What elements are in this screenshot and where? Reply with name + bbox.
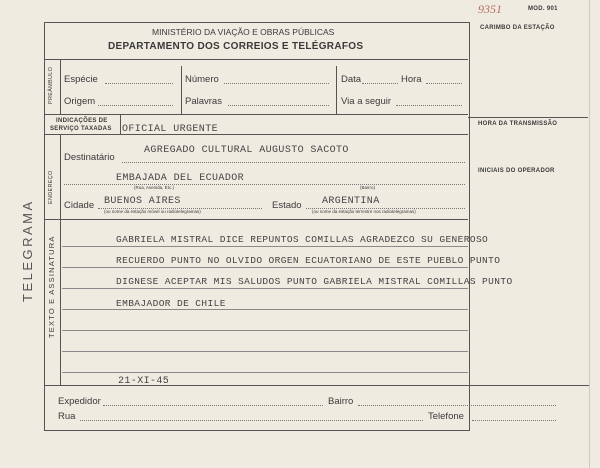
- message-line-2: RECUERDO PUNTO NO OLVIDO ORGEN ECUATORIANO DE ESTE PUEBLO PUNTO: [116, 255, 501, 266]
- text-rule-6: [62, 351, 468, 352]
- destinatario-label: Destinatário: [64, 152, 115, 163]
- message-line-4: EMBAJADOR DE CHILE: [116, 298, 226, 309]
- operator-initials-label: INICIAIS DO OPERADOR: [478, 168, 555, 174]
- telefone-label: Telefone: [428, 411, 464, 422]
- preamble-bottom-rule: [44, 114, 468, 115]
- text-section-label: TEXTO E ASSINATURA: [47, 235, 56, 338]
- model-number: MOD. 901: [528, 6, 558, 12]
- expedidor-field[interactable]: [103, 405, 323, 406]
- rua-label: Rua: [58, 411, 76, 422]
- department-title: DEPARTAMENTO DOS CORREIOS E TELÉGRAFOS: [108, 41, 364, 52]
- message-line-3: DIGNESE ACEPTAR MIS SALUDOS PUNTO GABRIELA MISTRAL COMILLAS PUNTO: [116, 276, 513, 287]
- expedidor-label: Expedidor: [58, 396, 101, 407]
- origem-label: Origem: [64, 96, 96, 107]
- cidade-label: Cidade: [64, 200, 95, 211]
- address-divider: [60, 134, 61, 219]
- text-rule-2: [62, 267, 468, 268]
- cidade-hint: (ou nome da estação móvel ou radiotelegramas): [104, 209, 201, 214]
- preamble-label: PREÂMBULO: [48, 66, 54, 104]
- hora-field[interactable]: [426, 83, 462, 84]
- hora-label: Hora: [401, 74, 422, 85]
- text-rule-7: [62, 372, 468, 373]
- bairro-hint: (Bairro): [360, 185, 376, 190]
- form-title: TELEGRAMA: [20, 199, 35, 302]
- preamble-col3-divider: [336, 66, 337, 114]
- via-field[interactable]: [396, 105, 462, 106]
- numero-field[interactable]: [224, 83, 329, 84]
- text-rule-1: [62, 246, 468, 247]
- station-stamp-label: CARIMBO DA ESTAÇÃO: [480, 25, 555, 31]
- especie-label: Espécie: [64, 74, 98, 85]
- data-label: Data: [341, 74, 362, 85]
- estado-label: Estado: [272, 200, 302, 211]
- right-column-rule: [468, 117, 588, 118]
- especie-field[interactable]: [105, 83, 173, 84]
- preamble-top-rule: [44, 59, 468, 60]
- palavras-field[interactable]: [228, 105, 329, 106]
- message-date: 21-XI-45: [118, 376, 170, 387]
- rua-hint: (Rua, Avenida, Etc.): [134, 185, 174, 190]
- data-field[interactable]: [362, 83, 398, 84]
- text-rule-4: [62, 309, 468, 310]
- bairro-field[interactable]: [358, 405, 556, 406]
- destinatario-value: AGREGADO CULTURAL AUGUSTO SACOTO: [144, 145, 349, 156]
- numero-label: Número: [185, 74, 219, 85]
- service-bottom-rule: [44, 134, 468, 135]
- service-label-line1: INDICAÇÕES DE: [56, 118, 108, 124]
- text-rule-5: [62, 330, 468, 331]
- address-bottom-rule: [44, 219, 468, 220]
- destinatario-field[interactable]: [122, 162, 465, 163]
- preamble-divider: [60, 59, 61, 114]
- address-line2-field[interactable]: [64, 184, 465, 185]
- bairro-label: Bairro: [328, 396, 354, 407]
- telefone-field[interactable]: [472, 420, 556, 421]
- address-label: ENDEREÇO: [48, 170, 54, 204]
- archive-annotation: 9351: [478, 2, 502, 16]
- cidade-value: BUENOS AIRES: [104, 196, 181, 207]
- via-label: Via a seguir: [341, 96, 391, 107]
- text-divider: [60, 219, 61, 385]
- rua-field[interactable]: [80, 420, 423, 421]
- estado-value: ARGENTINA: [322, 196, 380, 207]
- estado-hint: (ou nome da estação terrestre nos radiotelegramas): [312, 209, 416, 214]
- service-value: OFICIAL URGENTE: [122, 124, 219, 135]
- text-rule-3: [62, 288, 468, 289]
- preamble-col2-divider: [181, 66, 182, 114]
- transmission-time-label: HORA DA TRANSMISSÃO: [478, 121, 558, 127]
- sheet-right-edge: [589, 0, 590, 468]
- ministry-title: MINISTÉRIO DA VIAÇÃO E OBRAS PÚBLICAS: [152, 27, 335, 37]
- service-label-line2: SERVIÇO TAXADAS: [50, 126, 112, 132]
- origem-field[interactable]: [98, 105, 173, 106]
- message-line-1: GABRIELA MISTRAL DICE REPUNTOS COMILLAS AGRADEZCO SU GENEROSO: [116, 234, 489, 245]
- service-divider: [120, 114, 121, 134]
- address-line2-value: EMBAJADA DEL ECUADOR: [116, 173, 245, 184]
- palavras-label: Palavras: [185, 96, 222, 107]
